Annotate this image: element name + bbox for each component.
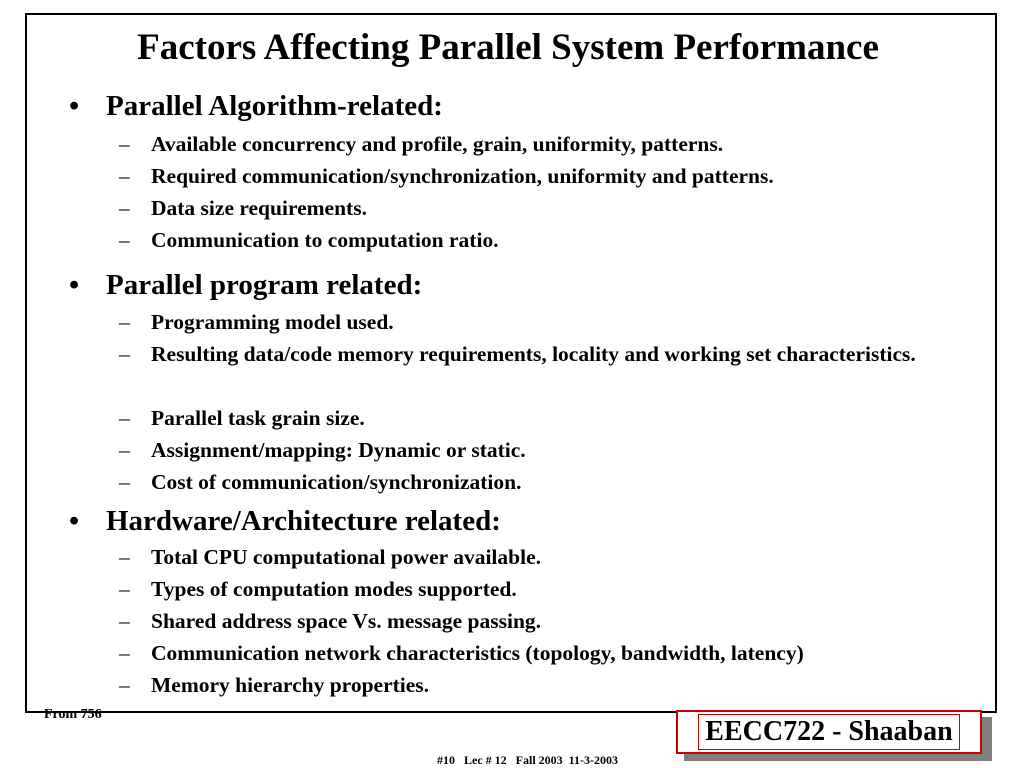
section-heading-text: Parallel Algorithm-related: — [106, 90, 443, 122]
section-heading-text: Hardware/Architecture related: — [106, 505, 501, 537]
dash-glyph: – — [119, 470, 130, 494]
list-item — [119, 128, 969, 160]
list-item-text: Memory hierarchy properties. — [151, 673, 430, 697]
dash-glyph: – — [119, 342, 130, 366]
list-item — [119, 573, 969, 605]
list-item — [119, 402, 969, 434]
dash-glyph: – — [119, 164, 130, 188]
slide-footer: #10 Lec # 12 Fall 2003 11-3-2003 — [437, 753, 618, 767]
list-item-text: Resulting data/code memory requirements, locality and working set characteristics. — [151, 342, 916, 366]
list-item-text: Required communication/synchronization, uniformity and patterns. — [151, 164, 774, 188]
dash-glyph: – — [119, 196, 130, 220]
dash-glyph: – — [119, 673, 130, 697]
dash-glyph: – — [119, 406, 130, 430]
list-item-text: Cost of communication/synchronization. — [151, 470, 522, 494]
list-item — [119, 434, 969, 466]
list-item-text: Communication to computation ratio. — [151, 228, 499, 252]
list-item — [119, 637, 969, 669]
course-badge-label: EECC722 - Shaaban — [698, 714, 959, 750]
list-item — [119, 669, 969, 701]
section-heading-program — [69, 267, 422, 303]
list-item — [119, 192, 969, 224]
list-item — [119, 306, 969, 338]
section-heading-hardware — [69, 503, 501, 539]
list-item-text: Shared address space Vs. message passing. — [151, 609, 542, 633]
dash-glyph: – — [119, 577, 130, 601]
source-note: From 756 — [44, 707, 102, 722]
dash-glyph: – — [119, 609, 130, 633]
list-item — [119, 224, 969, 256]
course-badge — [676, 710, 982, 754]
dash-glyph: – — [119, 310, 130, 334]
section-heading-text: Parallel program related: — [106, 269, 423, 301]
bullet-glyph: • — [69, 505, 80, 537]
slide-title: Factors Affecting Parallel System Performance — [137, 27, 879, 68]
list-item-text: Programming model used. — [151, 310, 394, 334]
dash-glyph: – — [119, 641, 130, 665]
list-item-text: Types of computation modes supported. — [151, 577, 517, 601]
list-item — [119, 466, 969, 498]
bullet-glyph: • — [69, 269, 80, 301]
list-item-text: Total CPU computational power available. — [151, 545, 542, 569]
list-item-text: Data size requirements. — [151, 196, 367, 220]
list-item — [119, 338, 969, 370]
list-item — [119, 541, 969, 573]
list-item-text: Communication network characteristics (topology, bandwidth, latency) — [151, 641, 804, 665]
list-item-text: Assignment/mapping: Dynamic or static. — [151, 438, 526, 462]
section-heading-algorithm — [69, 88, 443, 124]
dash-glyph: – — [119, 438, 130, 462]
list-item-text: Parallel task grain size. — [151, 406, 365, 430]
list-item-text: Available concurrency and profile, grain, uniformity, patterns. — [151, 132, 724, 156]
dash-glyph: – — [119, 545, 130, 569]
list-item — [119, 605, 969, 637]
list-item — [119, 160, 969, 192]
dash-glyph: – — [119, 132, 130, 156]
dash-glyph: – — [119, 228, 130, 252]
bullet-glyph: • — [69, 90, 80, 122]
